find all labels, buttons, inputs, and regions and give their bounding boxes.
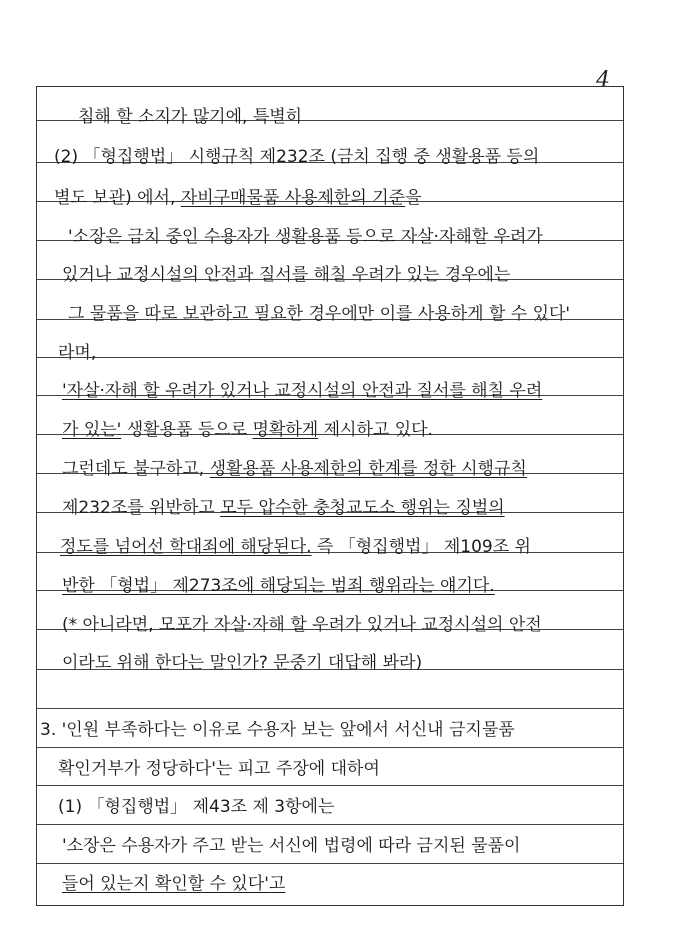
text-line (62, 420, 433, 440)
text-line (62, 459, 527, 479)
text-line (62, 265, 510, 285)
ruled-line (37, 357, 623, 358)
text-segment: 확인거부가 정당하다'는 피고 주장에 대하여 (58, 759, 380, 779)
text-segment: '자살·자해 할 우려가 있거나 교정시설의 안전과 질서를 해칠 우려 (62, 381, 543, 401)
text-line (68, 227, 543, 247)
text-line (54, 188, 422, 208)
text-segment: 즉 「형집행법」 제109조 위 (311, 537, 531, 557)
text-segment: 3. '인원 부족하다는 이유로 수용자 보는 앞에서 서신내 금지물품 (40, 720, 515, 740)
ruled-line (37, 747, 623, 748)
text-segment: 가 있는' (62, 420, 122, 440)
ruled-line (37, 863, 623, 864)
text-segment: 생활용품 등으로 (121, 420, 253, 440)
text-segment: (2) 「형집행법」 시행규칙 제232조 (금치 집행 중 생활용품 등의 (54, 147, 540, 167)
text-segment: 들어 있는지 확인할 수 있다'고 (62, 874, 286, 894)
text-segment: 정도를 넘어선 학대죄에 해당된다. (60, 537, 312, 557)
text-segment: '소장은 금치 중인 수용자가 생활용품 등으로 자살·자해할 우려가 (68, 227, 543, 247)
text-segment: 제232조를 위반하고 (62, 498, 221, 518)
text-line (62, 498, 505, 518)
text-segment: 침해 할 소지가 많기에, 특별히 (78, 107, 303, 127)
text-segment: 별도 보관) 에서, (54, 188, 181, 208)
text-segment: 반한 「형법」 제273조에 해당되는 범죄 행위라는 얘기다. (62, 576, 495, 596)
ruled-line (37, 708, 623, 709)
text-line (40, 720, 515, 740)
text-segment: 제시하고 있다. (318, 420, 433, 440)
text-line (58, 759, 380, 779)
text-line (58, 343, 96, 363)
text-line (62, 615, 542, 635)
text-segment: (1) 「형집행법」 제43조 제 3항에는 (58, 797, 335, 817)
text-segment: (* 아니라면, 모포가 자살·자해 할 우려가 있거나 교정시설의 안전 (62, 615, 542, 635)
text-segment: 명확하게 (252, 420, 319, 440)
text-line (62, 836, 520, 856)
ruled-sheet (36, 86, 624, 906)
text-segment: 라며, (58, 343, 97, 363)
text-line (78, 107, 302, 127)
text-line (60, 537, 531, 557)
text-segment: 그런데도 불구하고, (62, 459, 210, 479)
text-segment: 있거나 교정시설의 안전과 질서를 해칠 우려가 있는 경우에는 (62, 265, 511, 285)
page-number: 4 (596, 68, 610, 93)
ruled-line (37, 824, 623, 825)
text-segment: 생활용품 사용제한의 한계를 정한 시행규칙 (209, 459, 527, 479)
ruled-line (37, 785, 623, 786)
text-line (58, 797, 334, 817)
text-segment: 그 물품을 따로 보관하고 필요한 경우에만 이를 사용하게 할 수 있다' (68, 304, 571, 324)
text-line (62, 381, 542, 401)
text-line (62, 576, 495, 596)
text-line (62, 653, 422, 673)
text-line (68, 304, 570, 324)
text-segment: 이라도 위해 한다는 말인가? 문중기 대답해 봐라) (62, 653, 423, 673)
text-segment: 자비구매물품 사용제한의 기준 (180, 188, 406, 208)
text-segment: 모두 압수한 충청교도소 행위는 징벌의 (220, 498, 505, 518)
text-segment: '소장은 수용자가 주고 받는 서신에 법령에 따라 금지된 물품이 (62, 836, 521, 856)
text-line (62, 874, 285, 894)
text-segment: 을 (405, 188, 422, 208)
text-line (54, 147, 539, 167)
